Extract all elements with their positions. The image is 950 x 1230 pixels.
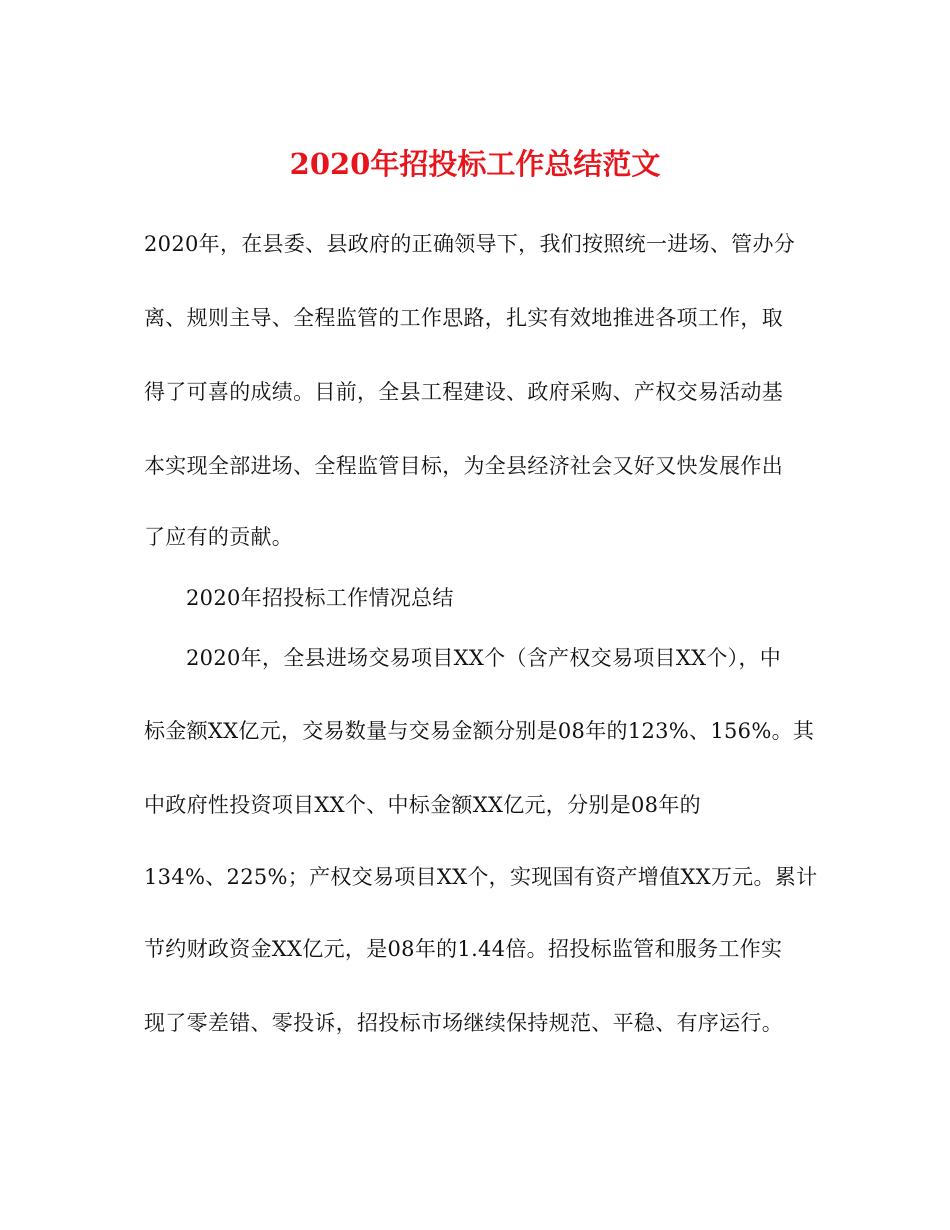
paragraph-line: 现了零差错、零投诉，招投标市场继续保持规范、平稳、有序运行。 (144, 1011, 783, 1035)
paragraph-line: 2020年，全县进场交易项目XX个（含产权交易项目XX个），中 (186, 646, 782, 670)
paragraph-line: 本实现全部进场、全程监管目标，为全县经济社会又好又快发展作出 (144, 454, 783, 478)
paragraph-line: 134%、225%；产权交易项目XX个，实现国有资产增值XX万元。累计 (144, 865, 818, 889)
paragraph-line: 离、规则主导、全程监管的工作思路，扎实有效地推进各项工作，取 (144, 306, 783, 330)
paragraph-line: 节约财政资金XX亿元，是08年的1.44倍。招投标监管和服务工作实 (144, 937, 783, 961)
paragraph-line: 标金额XX亿元，交易数量与交易金额分别是08年的123%、156%。其 (144, 719, 815, 743)
section-heading: 2020年招投标工作情况总结 (186, 586, 454, 610)
paragraph-line: 2020年，在县委、县政府的正确领导下，我们按照统一进场、管办分 (144, 232, 796, 256)
document-title: 2020年招投标工作总结范文 (289, 147, 661, 181)
paragraph-line: 了应有的贡献。 (144, 525, 294, 549)
paragraph-line: 中政府性投资项目XX个、中标金额XX亿元，分别是08年的 (144, 793, 701, 817)
paragraph-line: 得了可喜的成绩。目前，全县工程建设、政府采购、产权交易活动基 (144, 380, 783, 404)
